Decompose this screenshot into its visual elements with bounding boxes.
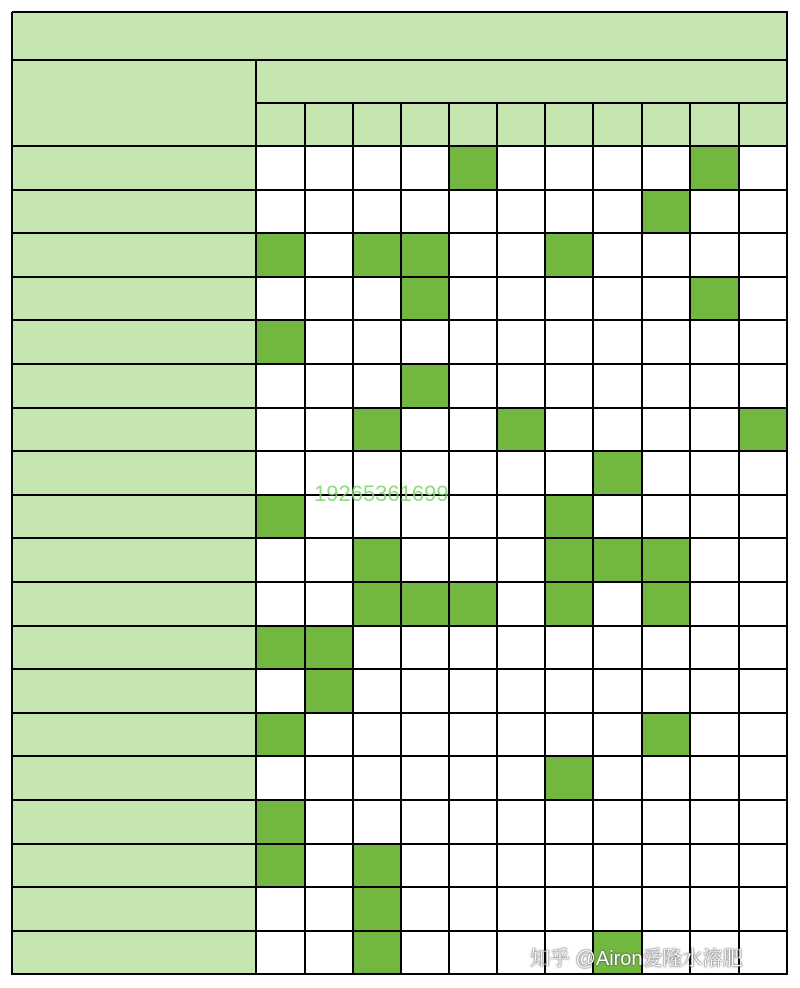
deficiency-mark bbox=[256, 626, 305, 670]
deficiency-mark bbox=[353, 844, 401, 888]
deficiency-mark bbox=[256, 233, 305, 277]
phone-watermark: 19265361699 bbox=[314, 481, 449, 506]
symptom-cell bbox=[12, 756, 256, 800]
symptom-cell bbox=[12, 190, 256, 234]
deficiency-mark bbox=[449, 146, 497, 190]
symptom-header bbox=[12, 60, 256, 146]
deficiency-mark bbox=[690, 146, 739, 190]
symptom-cell bbox=[12, 844, 256, 888]
deficiency-mark bbox=[642, 713, 690, 757]
symptom-cell bbox=[12, 887, 256, 931]
deficiency-mark bbox=[353, 233, 401, 277]
grid-line bbox=[400, 103, 402, 975]
symptom-cell bbox=[12, 233, 256, 277]
deficiency-mark bbox=[593, 451, 642, 495]
deficiency-mark bbox=[545, 495, 593, 539]
deficiency-mark bbox=[497, 408, 545, 452]
symptom-cell bbox=[12, 669, 256, 713]
deficiency-mark bbox=[256, 495, 305, 539]
deficiency-mark bbox=[690, 277, 739, 321]
table-title bbox=[12, 12, 787, 60]
deficiency-mark bbox=[401, 364, 449, 408]
deficiency-mark bbox=[353, 538, 401, 582]
nutrient-header bbox=[593, 103, 642, 146]
symptom-cell bbox=[12, 538, 256, 582]
nutrient-header bbox=[497, 103, 545, 146]
nutrient-header bbox=[256, 103, 305, 146]
nutrient-header bbox=[545, 103, 593, 146]
symptom-cell bbox=[12, 364, 256, 408]
deficiency-mark bbox=[401, 277, 449, 321]
symptom-cell bbox=[12, 451, 256, 495]
nutrient-header bbox=[690, 103, 739, 146]
grid-line bbox=[544, 103, 546, 975]
deficiency-mark bbox=[545, 756, 593, 800]
nutrient-header bbox=[739, 103, 787, 146]
nutrient-group-header bbox=[256, 60, 787, 103]
grid-line bbox=[496, 103, 498, 975]
grid-line bbox=[448, 103, 450, 975]
nutrient-header bbox=[305, 103, 353, 146]
nutrient-header bbox=[449, 103, 497, 146]
grid-line bbox=[304, 103, 306, 975]
symptom-cell bbox=[12, 277, 256, 321]
symptom-cell bbox=[12, 800, 256, 844]
symptom-cell bbox=[12, 320, 256, 364]
nutrient-header bbox=[353, 103, 401, 146]
deficiency-mark bbox=[401, 582, 449, 626]
grid-line bbox=[738, 103, 740, 975]
deficiency-mark bbox=[305, 669, 353, 713]
symptom-cell bbox=[12, 495, 256, 539]
grid-line bbox=[689, 103, 691, 975]
deficiency-mark bbox=[401, 233, 449, 277]
grid-line bbox=[256, 102, 788, 104]
nutrient-header bbox=[401, 103, 449, 146]
grid-line bbox=[255, 60, 257, 975]
table-border bbox=[786, 12, 788, 975]
symptom-cell bbox=[12, 931, 256, 975]
deficiency-mark bbox=[256, 800, 305, 844]
deficiency-mark bbox=[739, 408, 787, 452]
deficiency-mark bbox=[256, 844, 305, 888]
deficiency-mark bbox=[305, 626, 353, 670]
deficiency-mark bbox=[353, 887, 401, 931]
deficiency-mark bbox=[256, 713, 305, 757]
credit-watermark: 知乎 @Airon爱隆水溶肥 bbox=[530, 948, 743, 970]
table-border bbox=[11, 12, 13, 975]
grid-line bbox=[592, 103, 594, 975]
symptom-cell bbox=[12, 626, 256, 670]
grid-line bbox=[641, 103, 643, 975]
deficiency-mark bbox=[545, 582, 593, 626]
symptom-cell bbox=[12, 146, 256, 190]
grid-line bbox=[12, 59, 788, 61]
deficiency-mark bbox=[353, 408, 401, 452]
deficiency-mark bbox=[353, 582, 401, 626]
deficiency-mark bbox=[642, 582, 690, 626]
grid-line bbox=[352, 103, 354, 975]
deficiency-mark bbox=[593, 931, 642, 975]
deficiency-mark bbox=[545, 233, 593, 277]
deficiency-mark bbox=[545, 538, 593, 582]
deficiency-mark bbox=[449, 582, 497, 626]
table-border bbox=[12, 11, 788, 13]
deficiency-mark bbox=[642, 190, 690, 234]
deficiency-mark bbox=[593, 538, 642, 582]
symptom-cell bbox=[12, 408, 256, 452]
symptom-cell bbox=[12, 713, 256, 757]
symptom-cell bbox=[12, 582, 256, 626]
nutrient-header bbox=[642, 103, 690, 146]
deficiency-mark bbox=[353, 931, 401, 975]
deficiency-mark bbox=[642, 538, 690, 582]
deficiency-mark bbox=[256, 320, 305, 364]
